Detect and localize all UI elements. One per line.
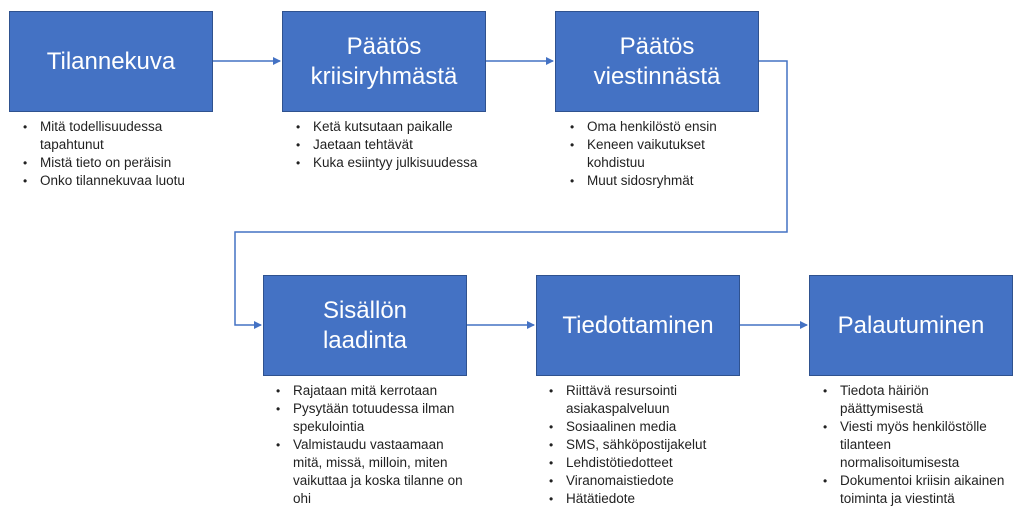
step-title-line1: Sisällön [322, 296, 408, 324]
bullet-item: • Hätätiedote [544, 490, 734, 508]
bullet-list-kriisiryhma [291, 118, 481, 172]
bullet-list-sisallon-laadinta [271, 382, 467, 508]
bullet-item: • Tiedota häiriön päättymisestä [818, 382, 1008, 418]
bullet-item: • Keneen vaikutukset kohdistuu [565, 136, 745, 172]
bullet-item: • Rajataan mitä kerrotaan [271, 382, 467, 400]
bullet-item: • Riittävä resursointi asiakaspalveluun [544, 382, 734, 418]
step-title-line2: kriisiryhmästä [310, 62, 458, 90]
step-title-line2: laadinta [322, 326, 408, 354]
bullet-item: • Lehdistötiedotteet [544, 454, 734, 472]
step-title: Tiedottaminen [562, 311, 714, 339]
bullet-list-viestinta [565, 118, 745, 190]
bullet-item: • Valmistaudu vastaamaan mitä, missä, milloin, miten vaikuttaa ja koska tilanne on ohi [271, 436, 467, 508]
bullet-item: • Sosiaalinen media [544, 418, 734, 436]
step-box-tiedottaminen [536, 275, 740, 376]
bullet-item: • Pysytään totuudessa ilman spekulointia [271, 400, 467, 436]
bullet-item: • Onko tilannekuvaa luotu [18, 172, 210, 190]
step-box-paatos-kriisiryhmasta [282, 11, 486, 112]
bullet-item: • Viranomaistiedote [544, 472, 734, 490]
bullet-item: • Ketä kutsutaan paikalle [291, 118, 481, 136]
step-title: Palautuminen [837, 311, 985, 339]
step-box-palautuminen [809, 275, 1013, 376]
bullet-item: • Muut sidosryhmät [565, 172, 745, 190]
bullet-list-tilannekuva [18, 118, 210, 190]
bullet-item: • Oma henkilöstö ensin [565, 118, 745, 136]
bullet-item: • Mitä todellisuudessa tapahtunut [18, 118, 210, 154]
step-box-tilannekuva [9, 11, 213, 112]
bullet-item: • Viesti myös henkilöstölle tilanteen normalisoitumisesta [818, 418, 1008, 472]
step-title: Tilannekuva [46, 47, 176, 75]
bullet-item: • Dokumentoi kriisin aikainen toiminta ja viestintä [818, 472, 1008, 508]
bullet-item: • SMS, sähköpostijakelut [544, 436, 734, 454]
step-box-sisallon-laadinta [263, 275, 467, 376]
step-box-paatos-viestinnasta [555, 11, 759, 112]
bullet-list-palautuminen [818, 382, 1008, 508]
step-title-line2: viestinnästä [593, 62, 721, 90]
bullet-item: • Kuka esiintyy julkisuudessa [291, 154, 481, 172]
step-title-line1: Päätös [346, 32, 422, 60]
step-title-line1: Päätös [619, 32, 695, 60]
bullet-item: • Mistä tieto on peräisin [18, 154, 210, 172]
bullet-list-tiedottaminen [544, 382, 734, 508]
bullet-item: • Jaetaan tehtävät [291, 136, 481, 154]
